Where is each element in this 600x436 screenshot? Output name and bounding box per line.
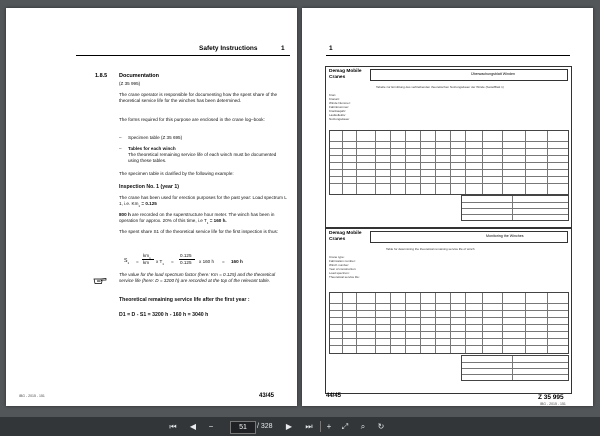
form-field-label: Kran: [329, 93, 337, 97]
paragraph: The crane operator is responsible for documenting how the spent share of the theoretical service life for the winches has been determined. [119, 92, 278, 103]
formula-km-den: km [143, 260, 150, 265]
form-field-label: Nutzungsdauer [329, 117, 350, 121]
next-page-icon[interactable]: ▶ [285, 422, 293, 431]
page-number: 44/45 [326, 393, 342, 399]
winch-monitoring-form-german [325, 66, 572, 228]
form-field-label: Fabrication number: [329, 259, 356, 263]
total-pages: / 328 [257, 423, 273, 430]
formula-x-t: x $T_1$ [156, 259, 164, 266]
bullet-title: Tables for each winch [128, 146, 176, 151]
signature-table [461, 195, 569, 221]
form-field-label: Fabriknummer: [329, 105, 350, 109]
formula-num: 0.125 [180, 253, 192, 258]
formula-eq: = [171, 259, 174, 264]
form-subtitle: Tabelle zur Ermittlung des verbleibenden theoretischen Nutzungsdauer der Winde (Seite/Blatt 1) [376, 85, 504, 89]
form-reference: Z 35 995 [538, 394, 564, 401]
bullet-dash: – [119, 135, 122, 140]
hand-pointing-icon [93, 272, 107, 280]
formula-eq: = [136, 259, 139, 264]
bullet-dash: – [119, 146, 122, 151]
bullet-item: Specimen table (Z 35 695) [128, 135, 183, 140]
last-page-icon[interactable]: ⏭ [305, 422, 313, 431]
toolbar-divider [320, 421, 321, 432]
form-field-label: Kranbaujahr: [329, 109, 347, 113]
form-field-label: Winde Nummer: [329, 101, 351, 105]
inspection-heading: Inspection No. 1 (year 1) [119, 184, 179, 190]
formula-s1: $S_1$ [124, 258, 130, 266]
paragraph: The forms required for this purpose are enclosed in the crane log–book: [119, 117, 265, 122]
section-title: Documentation [119, 73, 160, 79]
paragraph: The spent share S1 of the theoretical service life for the first inspection is thus: [119, 229, 279, 234]
paragraph: The specimen table is clarified by the following example: [119, 171, 234, 176]
right-page [302, 8, 593, 406]
paragraph: The crane has been used for erection purposes for the past year: Load spectrum L 1, i.e. $Km_1 = 0.125$ [119, 195, 287, 208]
remaining-heading: Theoretical remaining service life after the first year : [119, 297, 250, 303]
form-field-label: Theoretical service life: [329, 275, 360, 279]
page-header-chapter: 1 [281, 45, 285, 52]
formula-result: 160 h [231, 259, 243, 264]
form-title: Überwachungsblatt Winden [471, 72, 515, 76]
page-header-title: Safety Instructions [199, 45, 258, 52]
first-page-icon[interactable]: ⏮ [169, 422, 177, 431]
remaining-formula: D1 = D - S1 = 3200 h - 160 h = 3040 h [119, 312, 209, 318]
form-title: Monitoring the Winches [486, 234, 524, 238]
page-header-chapter: 1 [329, 45, 333, 52]
formula-den: 0.125 [180, 260, 192, 265]
brand-name: Demag Mobile Cranes [329, 69, 362, 80]
pdf-toolbar [0, 417, 600, 436]
zoom-out-icon[interactable]: − [208, 422, 214, 431]
section-ref: (Z 35 995) [119, 81, 141, 86]
signature-table [461, 355, 569, 381]
form-title-box [370, 231, 568, 243]
form-field-label: Load spectrum: [329, 271, 350, 275]
zoom-in-icon[interactable]: + [326, 422, 332, 431]
form-field-label: Lastkollektiv [329, 113, 346, 117]
form-field-label: Crane type: [329, 255, 345, 259]
page-number-input[interactable]: 51 [230, 421, 256, 434]
footer-code: IBG - 2015 - 151 [540, 402, 566, 406]
page-number: 43/45 [259, 393, 275, 399]
form-field-label: Winch number: [329, 263, 350, 267]
form-table [329, 130, 569, 195]
form-subtitle: Table for determining the theoretical remaining service life of winch [386, 247, 475, 251]
left-page [6, 8, 297, 406]
previous-page-icon[interactable]: ◀ [189, 422, 197, 431]
form-table [329, 292, 569, 354]
formula-eq: = [222, 259, 225, 264]
winch-monitoring-form-english [325, 228, 572, 394]
fit-page-icon[interactable]: ⤢ [341, 422, 349, 431]
formula-x160: x 160 h [199, 259, 215, 264]
header-rule [76, 55, 290, 56]
footer-code: IBG - 2015 - 151 [19, 394, 45, 398]
form-field-label: Year of construction: [329, 267, 357, 271]
search-icon[interactable]: ⌕ [360, 422, 366, 431]
form-field-label: Kranart: [329, 97, 340, 101]
header-rule [326, 55, 570, 56]
brand-name: Demag Mobile Cranes [329, 231, 362, 242]
formula-km-num: $km_1$ [143, 253, 151, 260]
section-number: 1.8.5 [95, 73, 108, 79]
bullet-text: The theoretical remaining service life of each winch must be documented using these tables. [128, 152, 277, 163]
form-title-box [370, 69, 568, 81]
paragraph: 800 h are recorded on the superstructure hour meter. The winch has been in operation for approx. 20% of this time, i.e $T_1 = 160$ h. [119, 212, 275, 225]
note-text: The value for the load spectrum factor (here: Km = 0.125) and the theoretical service life (here: D = 3200 h) are recorded at the top of the relevant table. [119, 272, 276, 283]
rotate-icon[interactable]: ↻ [377, 422, 385, 431]
